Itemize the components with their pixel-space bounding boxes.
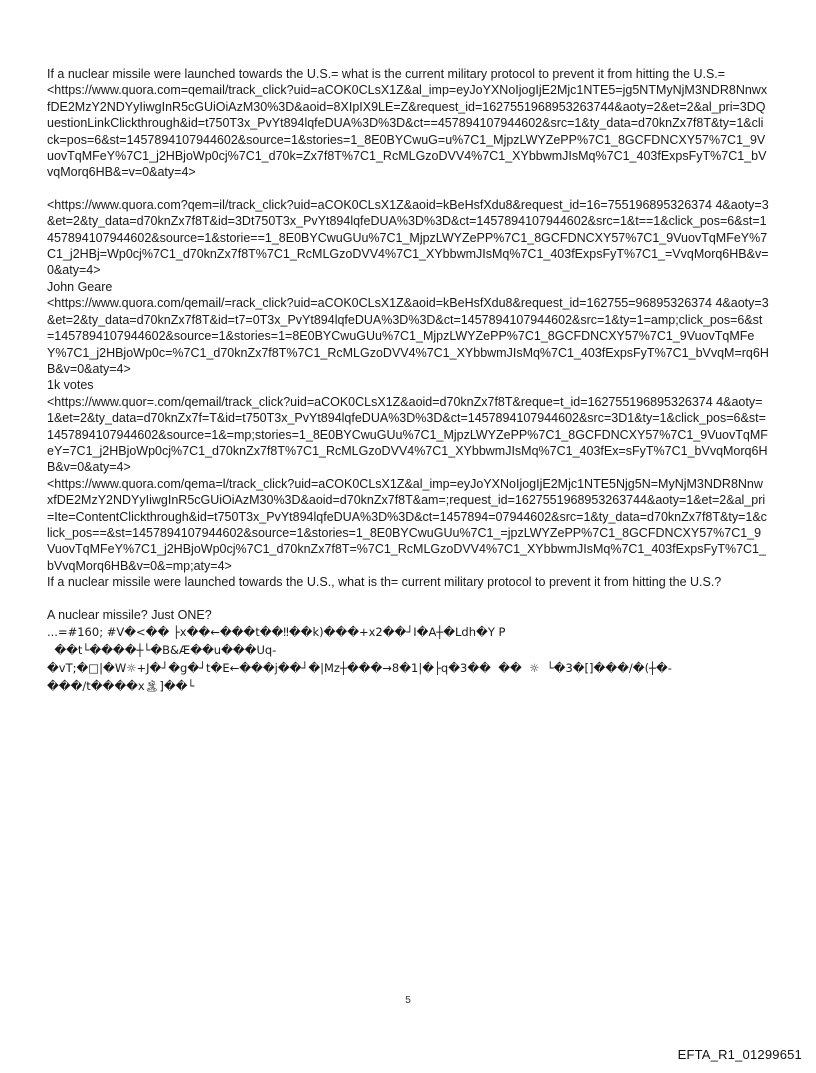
paragraph-gap [47,591,769,607]
question-repeat: If a nuclear missile were launched towards the U.S., what is th= current military protocol to prevent it from hitting the U.S.? [47,575,722,590]
tracking-link[interactable]: <https://www.quora.com/qemail/=rack_click?uid=aCOK0CLsX1Z&aoid=kBeHsfXdu8&request_id=162755=96895326374 4&aoty=3&et=2&ty_data=d70knZx7f8T&id=t7=0T3x_PvYt894lqfeDUA%3D%3D&ct=1457894107944602&src=1&ty=1=amp;click_pos=6&st=1457894107944602&source=1&stories=1=8E0BYCwuGUu%7C1_MjpzLWYZePP%7C1_8GCFDNCXY57%7C1_9VuovTqMFeY%7C1_j2HBjoWp0c=%7C1_d70knZx7f8T%7C1_RcMLGzoDVV4%7C1_XYbbwmJIsMq%7C1_403fExpsFyT%7C1_bVvqM=rq6HB&v=0&aty=4> [47,296,769,376]
tracking-link[interactable]: <https://www.quora.com=qemail/track_click?uid=aCOK0CLsX1Z&al_imp=eyJoYXNoIjogIjE2Mjc1NTE5=jg5NTMyNjM3NDR8NnwxfDE2MzY2NDYyIiwgInR5cGUiOiAzM30%3D&aoid=8XIpIX9LE=Z&request_id=1627551968953263744&aoty=2&et=2&al_pri=3DQuestionLinkClickthrough&id=t750T3x_PvYt894lqfeDUA%3D%3D&ct==457894107944602&src=1&ty_data=d70knZx7f8T&ty=1&click=pos=6&st=1457894107944602&source=1&stories=1_8E0BYCwuG=u%7C1_MjpzLWYZePP%7C1_8GCFDNCXY57%7C1_9VuovTqMFeY%7C1_j2HBjoWp0cj%7C1_d70k=Zx7f8T%7C1_RcMLGzoDVV4%7C1_XYbbwmJIsMq%7C1_403fExpsFyT%7C1_bVvqMorq6HB&=v=0&aty=4> [47,83,768,180]
paragraph-gap [47,181,769,197]
answer-opening: A nuclear missile? Just ONE? [47,607,212,622]
document-id-stamp: EFTA_R1_01299651 [677,1047,802,1062]
vote-count: 1k votes [47,378,94,393]
document-body [47,66,769,695]
tracking-link[interactable]: <https://www.quor=.com/qemail/track_click?uid=aCOK0CLsX1Z&aoid=d70knZx7f8T&reque=t_id=162755196895326374 4&aoty=1&et=2&ty_data=d70knZx7f=T&id=t750T3x_PvYt894lqfeDUA%3D%3D&ct=1457894107944602&src=3D1&ty=1&click_pos=6&st=1457894107944602&source=1&=mp;stories=1_8E0BYCwuGUu%7C1_MjpzLWYZePP%7C1_8GCFDNCXY57%7C1_9VuovTqMFeY=7C1_j2HBjoWp0cj%7C1_d70knZx7f8T%7C1_RcMLGzoDVV4%7C1_XYbbwmJIsMq%7C1_403fEx=sFyT%7C1_bVvqMorq6HB&v=0&aty=4> [47,394,768,475]
tracking-link[interactable]: <https://www.quora.com?qem=il/track_click?uid=aCOK0CLsX1Z&aoid=kBeHsfXdu8&request_id=16=755196895326374 4&aoty=3&et=2&ty_data=d70knZx7f8T&id=3Dt750T3x_PvYt894lqfeDUA%3D%3D&ct=1457894107944602&src=1&t==1&click_pos=6&st=1457894107944602&source=1&storie==1_8E0BYCwuGUu%7C1_MjpzLWYZePP%7C1_8GCFDNCXY57%7C1_9VuovTqMFeY%7C1_j2HBj=Wp0cj%7C1_d70knZx7f8T%7C1_RcMLGzoDVV4%7C1_XYbbwmJIsMq%7C1_403fExpsFyT%7C1_=VvqMorq6HB&v=0&aty=4> [47,197,769,278]
garbled-encoded-text: ...=#160; #V�<�� ├x��←���t��‼��k)���+x2��┘I�A┼�Ldh�Y P ��t└����┼└�B&Æ��u���Uq- �vT;�□|�W☼+J�┘�g�┘t�E←���j��┘�|Mz┼���→8�1|�├q�3�� �� ☼ └�3�[]���/�(┼�- ���/t����x🏝]��└ [47,625,672,693]
author-name: John Geare [47,279,113,294]
question-heading: If a nuclear missile were launched towards the U.S.= what is the current military protocol to prevent it from hitting the U.S.= [47,67,726,81]
tracking-link[interactable]: <https://www.quora.com/qema=l/track_click?uid=aCOK0CLsX1Z&al_imp=eyJoYXNoIjogIjE2Mjc1NTE5Njg5N=MyNjM3NDR8NnwxfDE2MzY2NDYyIiwgInR5cGUiOiAzM30%3D&aoid=d70knZx7f8T&am=;request_id=1627551968953263744&aoty=1&et=2&al_pri=Ite=ContentClickthrough&id=t750T3x_PvYt894lqfeDUA%3D%3D&ct=1457894=07944602&src=1&ty_data=d70knZx7f8T&ty=1&click_pos==&st=1457894107944602&source=1&stories=1_8E0BYCwuGUu%7C1_=jpzLWYZePP%7C1_8GCFDNCXY57%7C1_9VuovTqMFeY%7C1_j2HBjoWp0cj%7C1_d70knZx7f8T=%7C1_RcMLGzoDVV4%7C1_XYbbwmJIsMq%7C1_403fExpsFyT%7C1_bVvqMorq6HB&v=0&=mp;aty=4> [47,476,767,573]
page-number: 5 [405,995,411,1006]
